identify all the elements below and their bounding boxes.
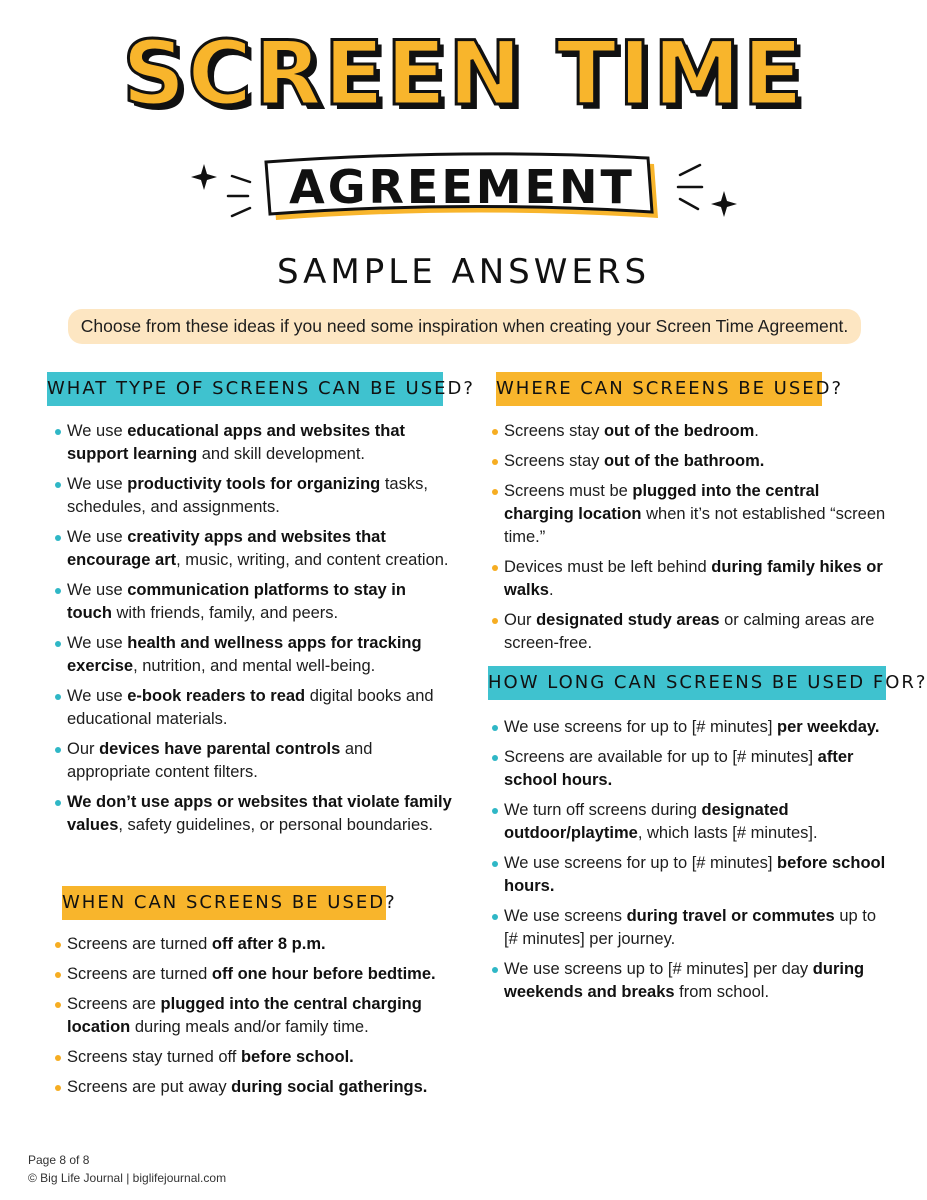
list-item bbox=[55, 473, 455, 519]
text-segment: from school. bbox=[674, 983, 770, 1001]
bold-text: out of the bathroom. bbox=[603, 452, 765, 470]
bold-text: after school hours. bbox=[504, 748, 854, 789]
title-block bbox=[0, 22, 927, 125]
list-item bbox=[55, 1046, 455, 1069]
list-when bbox=[55, 933, 455, 1106]
text-segment: . bbox=[754, 422, 759, 440]
text-segment: , music, writing, and content creation. bbox=[176, 551, 449, 569]
list-item bbox=[55, 526, 455, 572]
bold-text: communication platforms to stay in touch bbox=[67, 581, 406, 622]
bold-text: off after 8 p.m. bbox=[211, 935, 326, 953]
text-segment: Screens stay bbox=[504, 422, 604, 440]
list-item bbox=[55, 685, 455, 731]
text-segment: We use screens for up to [# minutes] bbox=[504, 718, 777, 736]
text-segment: Devices must be left behind bbox=[504, 558, 712, 576]
text-segment: . bbox=[548, 581, 554, 599]
text-segment: Screens stay bbox=[504, 452, 604, 470]
bold-text: health and wellness apps for tracking exercise bbox=[67, 634, 422, 675]
list-item bbox=[55, 738, 455, 784]
bold-text: during weekends and breaks bbox=[504, 960, 865, 1001]
list-item bbox=[492, 905, 887, 951]
text-segment: We use bbox=[67, 581, 128, 599]
bold-text: educational apps and websites that support learning bbox=[67, 422, 406, 463]
section-heading-when: WHEN CAN SCREENS BE USED? bbox=[62, 886, 386, 920]
text-segment: Our bbox=[504, 611, 537, 629]
bold-text: devices have parental controls bbox=[99, 740, 341, 758]
text-segment: We use screens bbox=[504, 907, 627, 925]
text-segment: We use bbox=[67, 687, 128, 705]
main-title: SCREEN TIME bbox=[122, 22, 805, 125]
text-segment: We use bbox=[67, 475, 128, 493]
text-segment: Screens must be bbox=[504, 482, 633, 500]
bold-text: out of the bedroom bbox=[603, 422, 755, 440]
list-item bbox=[492, 852, 887, 898]
list-item bbox=[492, 958, 887, 1004]
bold-text: during family hikes or walks bbox=[504, 558, 883, 599]
text-segment: during meals and/or family time. bbox=[130, 1018, 369, 1036]
list-item bbox=[492, 746, 887, 792]
text-segment: , safety guidelines, or personal boundaries. bbox=[118, 816, 433, 834]
text-segment: We use screens up to [# minutes] per day bbox=[504, 960, 813, 978]
text-segment: digital books and educational materials. bbox=[67, 687, 434, 728]
text-segment: up to [# minutes] per journey. bbox=[504, 907, 877, 948]
list-item bbox=[492, 450, 887, 473]
bold-text: designated outdoor/playtime bbox=[504, 801, 789, 842]
text-segment: , which lasts [# minutes]. bbox=[637, 824, 818, 842]
list-item bbox=[492, 716, 887, 739]
sparkle-right-icon bbox=[672, 155, 742, 225]
list-item bbox=[492, 420, 887, 443]
list-item bbox=[492, 609, 887, 655]
bold-text: We don’t use apps or websites that violate family values bbox=[67, 793, 452, 834]
bold-text: creativity apps and websites that encourage art bbox=[67, 528, 386, 569]
text-segment: , nutrition, and mental well-being. bbox=[133, 657, 376, 675]
text-segment: with friends, family, and peers. bbox=[111, 604, 339, 622]
text-segment: and appropriate content filters. bbox=[67, 740, 373, 781]
text-segment: Screens are available for up to [# minutes] bbox=[504, 748, 818, 766]
bold-text: during social gatherings. bbox=[231, 1078, 428, 1096]
list-item bbox=[55, 579, 455, 625]
bold-text: plugged into the central charging location bbox=[504, 482, 820, 523]
text-segment: and skill development. bbox=[197, 445, 366, 463]
bold-text: before school. bbox=[240, 1048, 354, 1066]
bold-text: per weekday. bbox=[777, 718, 880, 736]
list-where bbox=[492, 420, 887, 662]
section-heading-how-long: HOW LONG CAN SCREENS BE USED FOR? bbox=[488, 666, 886, 700]
text-segment: Screens are bbox=[67, 995, 161, 1013]
list-item bbox=[55, 933, 455, 956]
footer bbox=[28, 1151, 226, 1187]
list-item bbox=[55, 791, 455, 837]
list-item bbox=[492, 480, 887, 549]
list-what bbox=[55, 420, 455, 844]
text-segment: when it’s not established “screen time.” bbox=[504, 505, 886, 546]
list-item bbox=[492, 556, 887, 602]
text-segment: or calming areas are screen-free. bbox=[504, 611, 875, 652]
intro-callout: Choose from these ideas if you need some inspiration when creating your Screen Time Agreement. bbox=[68, 309, 861, 344]
agreement-banner bbox=[262, 150, 662, 226]
bold-text: designated study areas bbox=[536, 611, 720, 629]
copyright: © Big Life Journal | biglifejournal.com bbox=[28, 1171, 227, 1185]
list-item bbox=[55, 993, 455, 1039]
text-segment: We use screens for up to [# minutes] bbox=[504, 854, 777, 872]
section-heading-what: WHAT TYPE OF SCREENS CAN BE USED? bbox=[47, 372, 443, 406]
list-item bbox=[55, 632, 455, 678]
bold-text: off one hour before bedtime. bbox=[211, 965, 436, 983]
bold-text: plugged into the central charging location bbox=[67, 995, 422, 1036]
text-segment: Screens are turned bbox=[67, 965, 212, 983]
list-how-long bbox=[492, 716, 887, 1011]
bold-text: during travel or commutes bbox=[626, 907, 835, 925]
bold-text: e-book readers to read bbox=[127, 687, 306, 705]
list-item bbox=[492, 799, 887, 845]
list-item bbox=[55, 420, 455, 466]
text-segment: Screens are put away bbox=[67, 1078, 232, 1096]
sparkle-left-icon bbox=[190, 158, 270, 238]
text-segment: We use bbox=[67, 634, 128, 652]
bold-text: productivity tools for organizing bbox=[127, 475, 381, 493]
bold-text: before school hours. bbox=[504, 854, 886, 895]
text-segment: We turn off screens during bbox=[504, 801, 702, 819]
text-segment: We use bbox=[67, 422, 128, 440]
banner-title: AGREEMENT bbox=[289, 160, 635, 214]
subtitle: SAMPLE ANSWERS bbox=[276, 252, 651, 292]
page-number: Page 8 of 8 bbox=[28, 1153, 90, 1167]
text-segment: tasks, schedules, and assignments. bbox=[67, 475, 428, 516]
text-segment: Screens stay turned off bbox=[67, 1048, 241, 1066]
text-segment: Screens are turned bbox=[67, 935, 212, 953]
list-item bbox=[55, 963, 455, 986]
text-segment: Our bbox=[67, 740, 100, 758]
text-segment: We use bbox=[67, 528, 128, 546]
section-heading-where: WHERE CAN SCREENS BE USED? bbox=[496, 372, 822, 406]
list-item bbox=[55, 1076, 455, 1099]
